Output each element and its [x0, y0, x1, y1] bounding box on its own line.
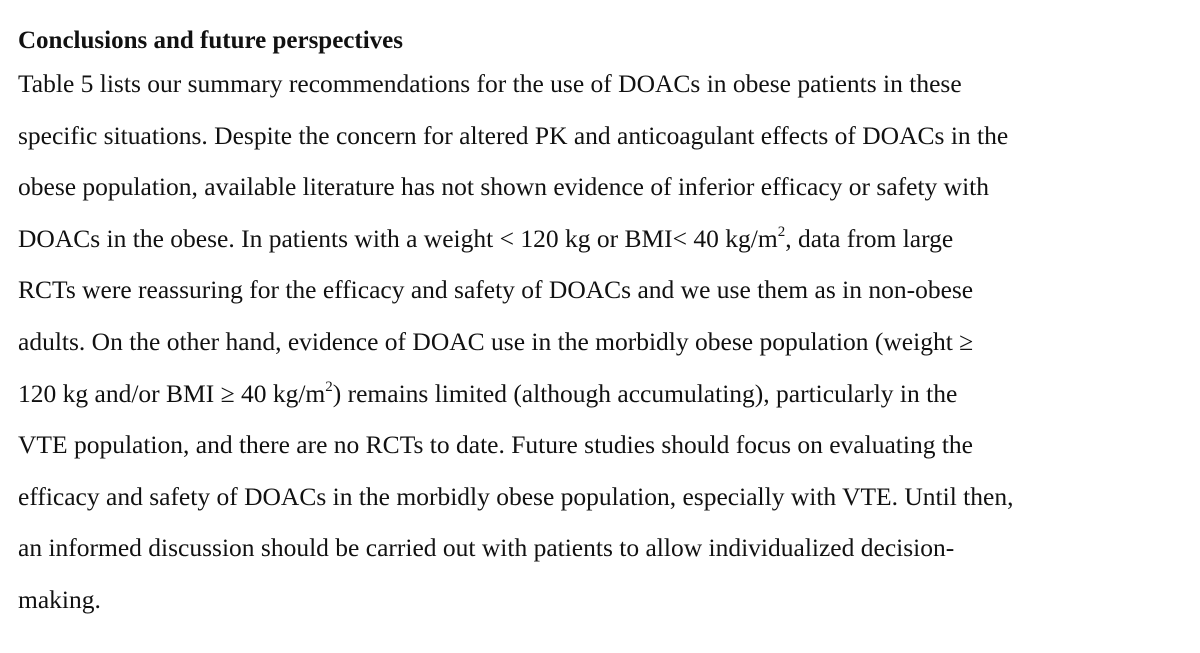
superscript-2: 2	[777, 223, 786, 240]
line-4-text-after: , data from large	[785, 223, 954, 253]
paragraph-line-6: adults. On the other hand, evidence of DOAC use in the morbidly obese population (weight ≥	[18, 326, 974, 356]
paragraph-line-2: specific situations. Despite the concern for altered PK and anticoagulant effects of DOACs in the	[18, 120, 1009, 150]
line-4-text: DOACs in the obese. In patients with a weight < 120 kg or BMI< 40 kg/m	[18, 223, 778, 253]
paragraph-line-11: making.	[18, 584, 101, 614]
section-paragraph	[18, 58, 1193, 626]
paragraph-line-4	[18, 213, 1193, 265]
line-7-text: 120 kg and/or BMI ≥ 40 kg/m	[18, 378, 326, 408]
paragraph-line-10: an informed discussion should be carried out with patients to allow individualized decision-	[18, 533, 955, 563]
line-7-text-after: ) remains limited (although accumulating), particularly in the	[332, 378, 958, 408]
paragraph-line-3: obese population, available literature has not shown evidence of inferior efficacy or safety with	[18, 172, 990, 202]
section-heading: Conclusions and future perspectives	[18, 27, 403, 54]
paragraph-line-9: efficacy and safety of DOACs in the morbidly obese population, especially with VTE. Until then,	[18, 481, 1014, 511]
paragraph-line-1: Table 5 lists our summary recommendations for the use of DOACs in obese patients in these	[18, 69, 962, 98]
paragraph-line-8: VTE population, and there are no RCTs to date. Future studies should focus on evaluating the	[18, 430, 973, 460]
superscript-2: 2	[325, 378, 333, 395]
paragraph-line-7	[18, 368, 1193, 420]
paragraph-line-5: RCTs were reassuring for the efficacy and safety of DOACs and we use them as in non-obese	[18, 275, 974, 305]
document-page	[18, 24, 1193, 626]
